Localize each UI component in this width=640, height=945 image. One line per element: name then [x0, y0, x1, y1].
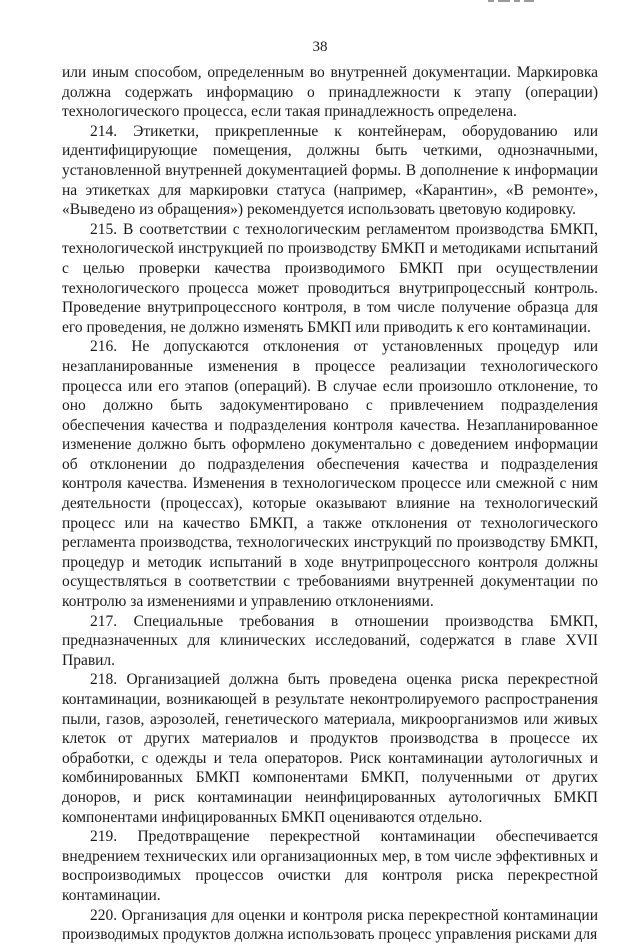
paragraph-216: 216. Не допускаются отклонения от установленных процедур или незапланированные изменения в процессе реализации технологического процесса или его этапов (операций). В случае если произошло отклонение, то оно должно быть задокументировано с привлечением подразделения обеспечения качества и подразделения контроля качества. Незапланированное изменение должно быть оформлено документально с доведением информации об отклонении до подразделения обеспечения качества и подразделения контроля качества. Изменения в технологическом процессе или смежной с ним деятельности (процессах), которые оказывают влияние на технологический процесс или на качество БМКП, а также отклонения от технологического регламента производства, технологических инструкций по производству БМКП, процедур и методик испытаний в ходе внутрипроцессного контроля должны осуществляться в соответствии с требованиями внутренней документации по контролю за изменениями и управлению отклонениями. — [62, 338, 598, 611]
paragraph-215: 215. В соответствии с технологическим регламентом производства БМКП, технологической инструкцией по производству БМКП и методиками испытаний с целью проверки качества производимого БМКП при осуществлении технологического процесса может проводиться внутрипроцессный контроль. Проведение внутрипроцессного контроля, в том числе получение образца для его проведения, не должно изменять БМКП или приводить к его контаминации. — [62, 220, 598, 336]
paragraph-214: 214. Этикетки, прикрепленные к контейнерам, оборудованию или идентифицирующие помещения, должны быть четкими, однозначными, установленной внутренней документацией формы. В дополнение к информации на этикетках для маркировки статуса (например, «Карантин», «В ремонте», «Выведено из обращения») рекомендуется использовать цветовую кодировку. — [62, 122, 598, 219]
paragraph-218: 218. Организацией должна быть проведена оценка риска перекрестной контаминации, возникающей в результате неконтролируемого распространения пыли, газов, аэрозолей, генетического материала, микроорганизмов или живых клеток от других материалов и продуктов производства в процессе их обработки, с одежды и тела операторов. Риск контаминации аутологичных и комбинированных БМКП компонентами БМКП, полученными от других доноров, и риск контаминации неинфицированных аутологичных БМКП компонентами инфицированных БМКП оцениваются отдельно. — [62, 671, 598, 826]
paragraph-continuation: или иным способом, определенным во внутренней документации. Маркировка должна содержать информацию о принадлежности к этапу (операции) технологического процесса, если такая принадлежность определена. — [62, 64, 598, 121]
paragraph-219: 219. Предотвращение перекрестной контаминации обеспечивается внедрением технических или организационных мер, в том числе эффективных и воспроизводимых процессов очистки для контроля риска перекрестной контаминации. — [62, 828, 598, 904]
document-body — [62, 63, 598, 945]
scan-edge-mark — [0, 0, 640, 3]
paragraph-217: 217. Специальные требования в отношении производства БМКП, предназначенных для клинических исследований, содержатся в главе XVII Правил. — [62, 612, 598, 669]
page-number: 38 — [312, 39, 328, 55]
paragraph-220: 220. Организация для оценки и контроля риска перекрестной контаминации производимых продуктов должна использовать процесс управления рисками для — [62, 906, 598, 944]
